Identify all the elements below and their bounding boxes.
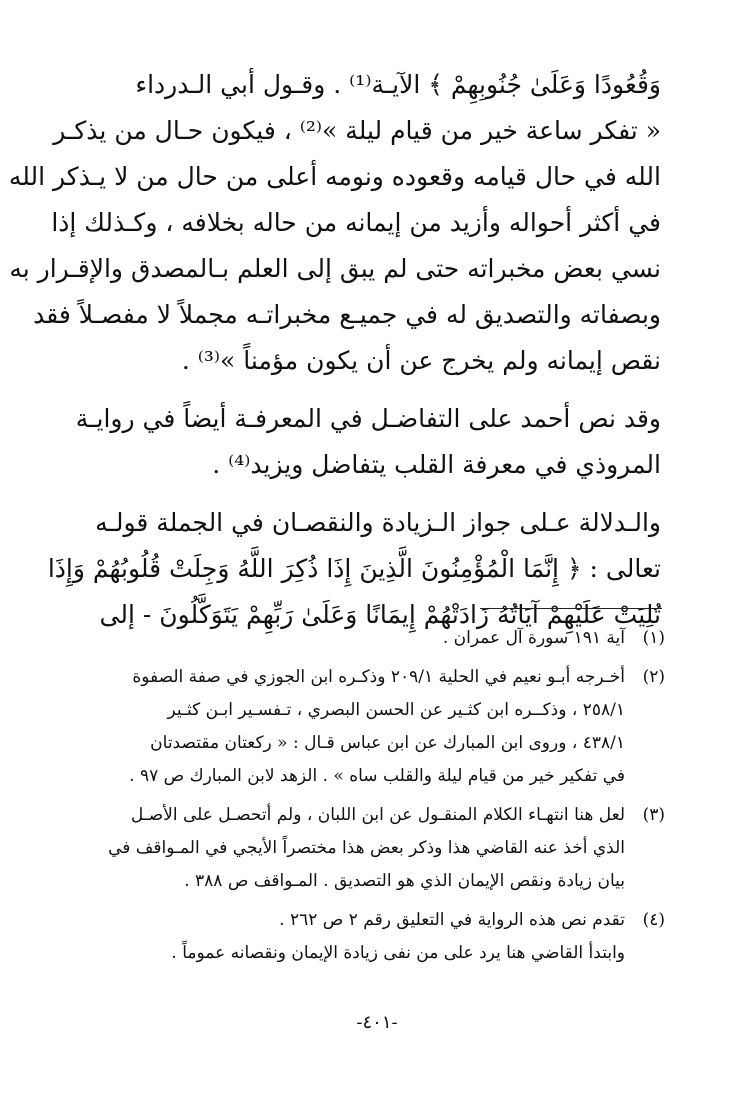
footnote-4 (95, 904, 665, 970)
body-line: والـدلالة عـلى جواز الـزيادة والنقصـان في الجملة قولـه (95, 508, 661, 537)
quran-verse-line: تعالى : ﴿ إِنَّمَا الْمُؤْمِنُونَ الَّذِينَ إِذَا ذُكِرَ اللَّهُ وَجِلَتْ قُلُوبُهُمْ وَإِذَا (47, 554, 661, 583)
footnote-body (95, 799, 625, 898)
footnote-number: (٢) (642, 667, 665, 687)
footnote-line: بيان زيادة ونقص الإيمان الذي هو التصديق . المـواقف ص ٣٨٨ . (184, 871, 625, 891)
body-line: نسي بعض مخبراته حتى لم يبق إلى العلم بـالمصدق والإقـرار به (9, 254, 661, 283)
footnote-separator (480, 608, 662, 609)
footnotes-section (95, 622, 665, 976)
footnote-body (95, 904, 625, 970)
footnote-line: لعل هنا انتهـاء الكلام المنقـول عن ابن اللبان ، ولم أتحصـل على الأصـل (130, 805, 625, 825)
body-line: « تفكر ساعة خير من قيام ليلة »⁽²⁾ ، فيكون حـال من يذكـر (53, 116, 661, 145)
page-number: -٤٠١- (356, 1012, 398, 1033)
body-line: الله في حال قيامه وقعوده ونومه أعلى من حال من لا يـذكر الله (8, 162, 661, 191)
footnote-body (95, 661, 625, 793)
main-text-block (8, 62, 661, 638)
footnote-3 (95, 799, 665, 898)
footnote-line: آية ١٩١ سورة آل عمران . (442, 628, 625, 648)
footnote-line: وابتدأ القاضي هنا يرد على من نفى زيادة الإيمان ونقصانه عموماً . (171, 943, 625, 963)
body-line: المروذي في معرفة القلب يتفاضل ويزيد⁽⁴⁾ . (212, 450, 661, 479)
body-line: نقص إيمانه ولم يخرج عن أن يكون مؤمناً »⁽³⁾ . (181, 346, 661, 375)
footnote-number: (١) (642, 628, 665, 648)
footnote-number: (٣) (642, 805, 665, 825)
footnote-body (95, 622, 625, 655)
body-line: في أكثر أحواله وأزيد من إيمانه من حاله بخلافه ، وكـذلك إذا (51, 208, 661, 237)
body-line: وبصفاته والتصديق له في جميـع مخبراتـه مجملاً لا مفصـلاً فقد (33, 300, 661, 329)
footnote-line: تقدم نص هذه الرواية في التعليق رقم ٢ ص ٢٦٢ . (279, 910, 625, 930)
footnote-number: (٤) (642, 910, 665, 930)
body-line: وقد نص أحمد على التفاضـل في المعرفـة أيضاً في روايـة (75, 404, 661, 433)
body-line: وَقُعُودًا وَعَلَىٰ جُنُوبِهِمْ ﴾ الآيـة⁽¹⁾ . وقـول أبي الـدرداء (135, 70, 661, 99)
footnote-1 (95, 622, 665, 655)
footnote-line: أخـرجه أبـو نعيم في الحلية ٢٠٩/١ وذكـره ابن الجوزي في صفة الصفوة (132, 667, 625, 687)
footnote-line: ٤٣٨/١ ، وروى ابن المبارك عن ابن عباس قـال : « ركعتان مقتصدتان (150, 733, 625, 753)
footnote-2 (95, 661, 665, 793)
quran-verse-line: تُلِيَتْ عَلَيْهِمْ آيَاتُهُ زَادَتْهُمْ إِيمَانًا وَعَلَىٰ رَبِّهِمْ يَتَوَكَّلُونَ - إلى (99, 600, 661, 629)
footnote-line: في تفكير خير من قيام ليلة والقلب ساه » . الزهد لابن المبارك ص ٩٧ . (129, 766, 625, 786)
footnote-line: ٢٥٨/١ ، وذكــره ابن كثـير عن الحسن البصري ، تـفسـير ابـن كثـير (167, 700, 625, 720)
footnote-line: الذي أخذ عنه القاضي هذا وذكر بعض هذا مختصراً الأيجي في المـواقف في (108, 838, 625, 858)
